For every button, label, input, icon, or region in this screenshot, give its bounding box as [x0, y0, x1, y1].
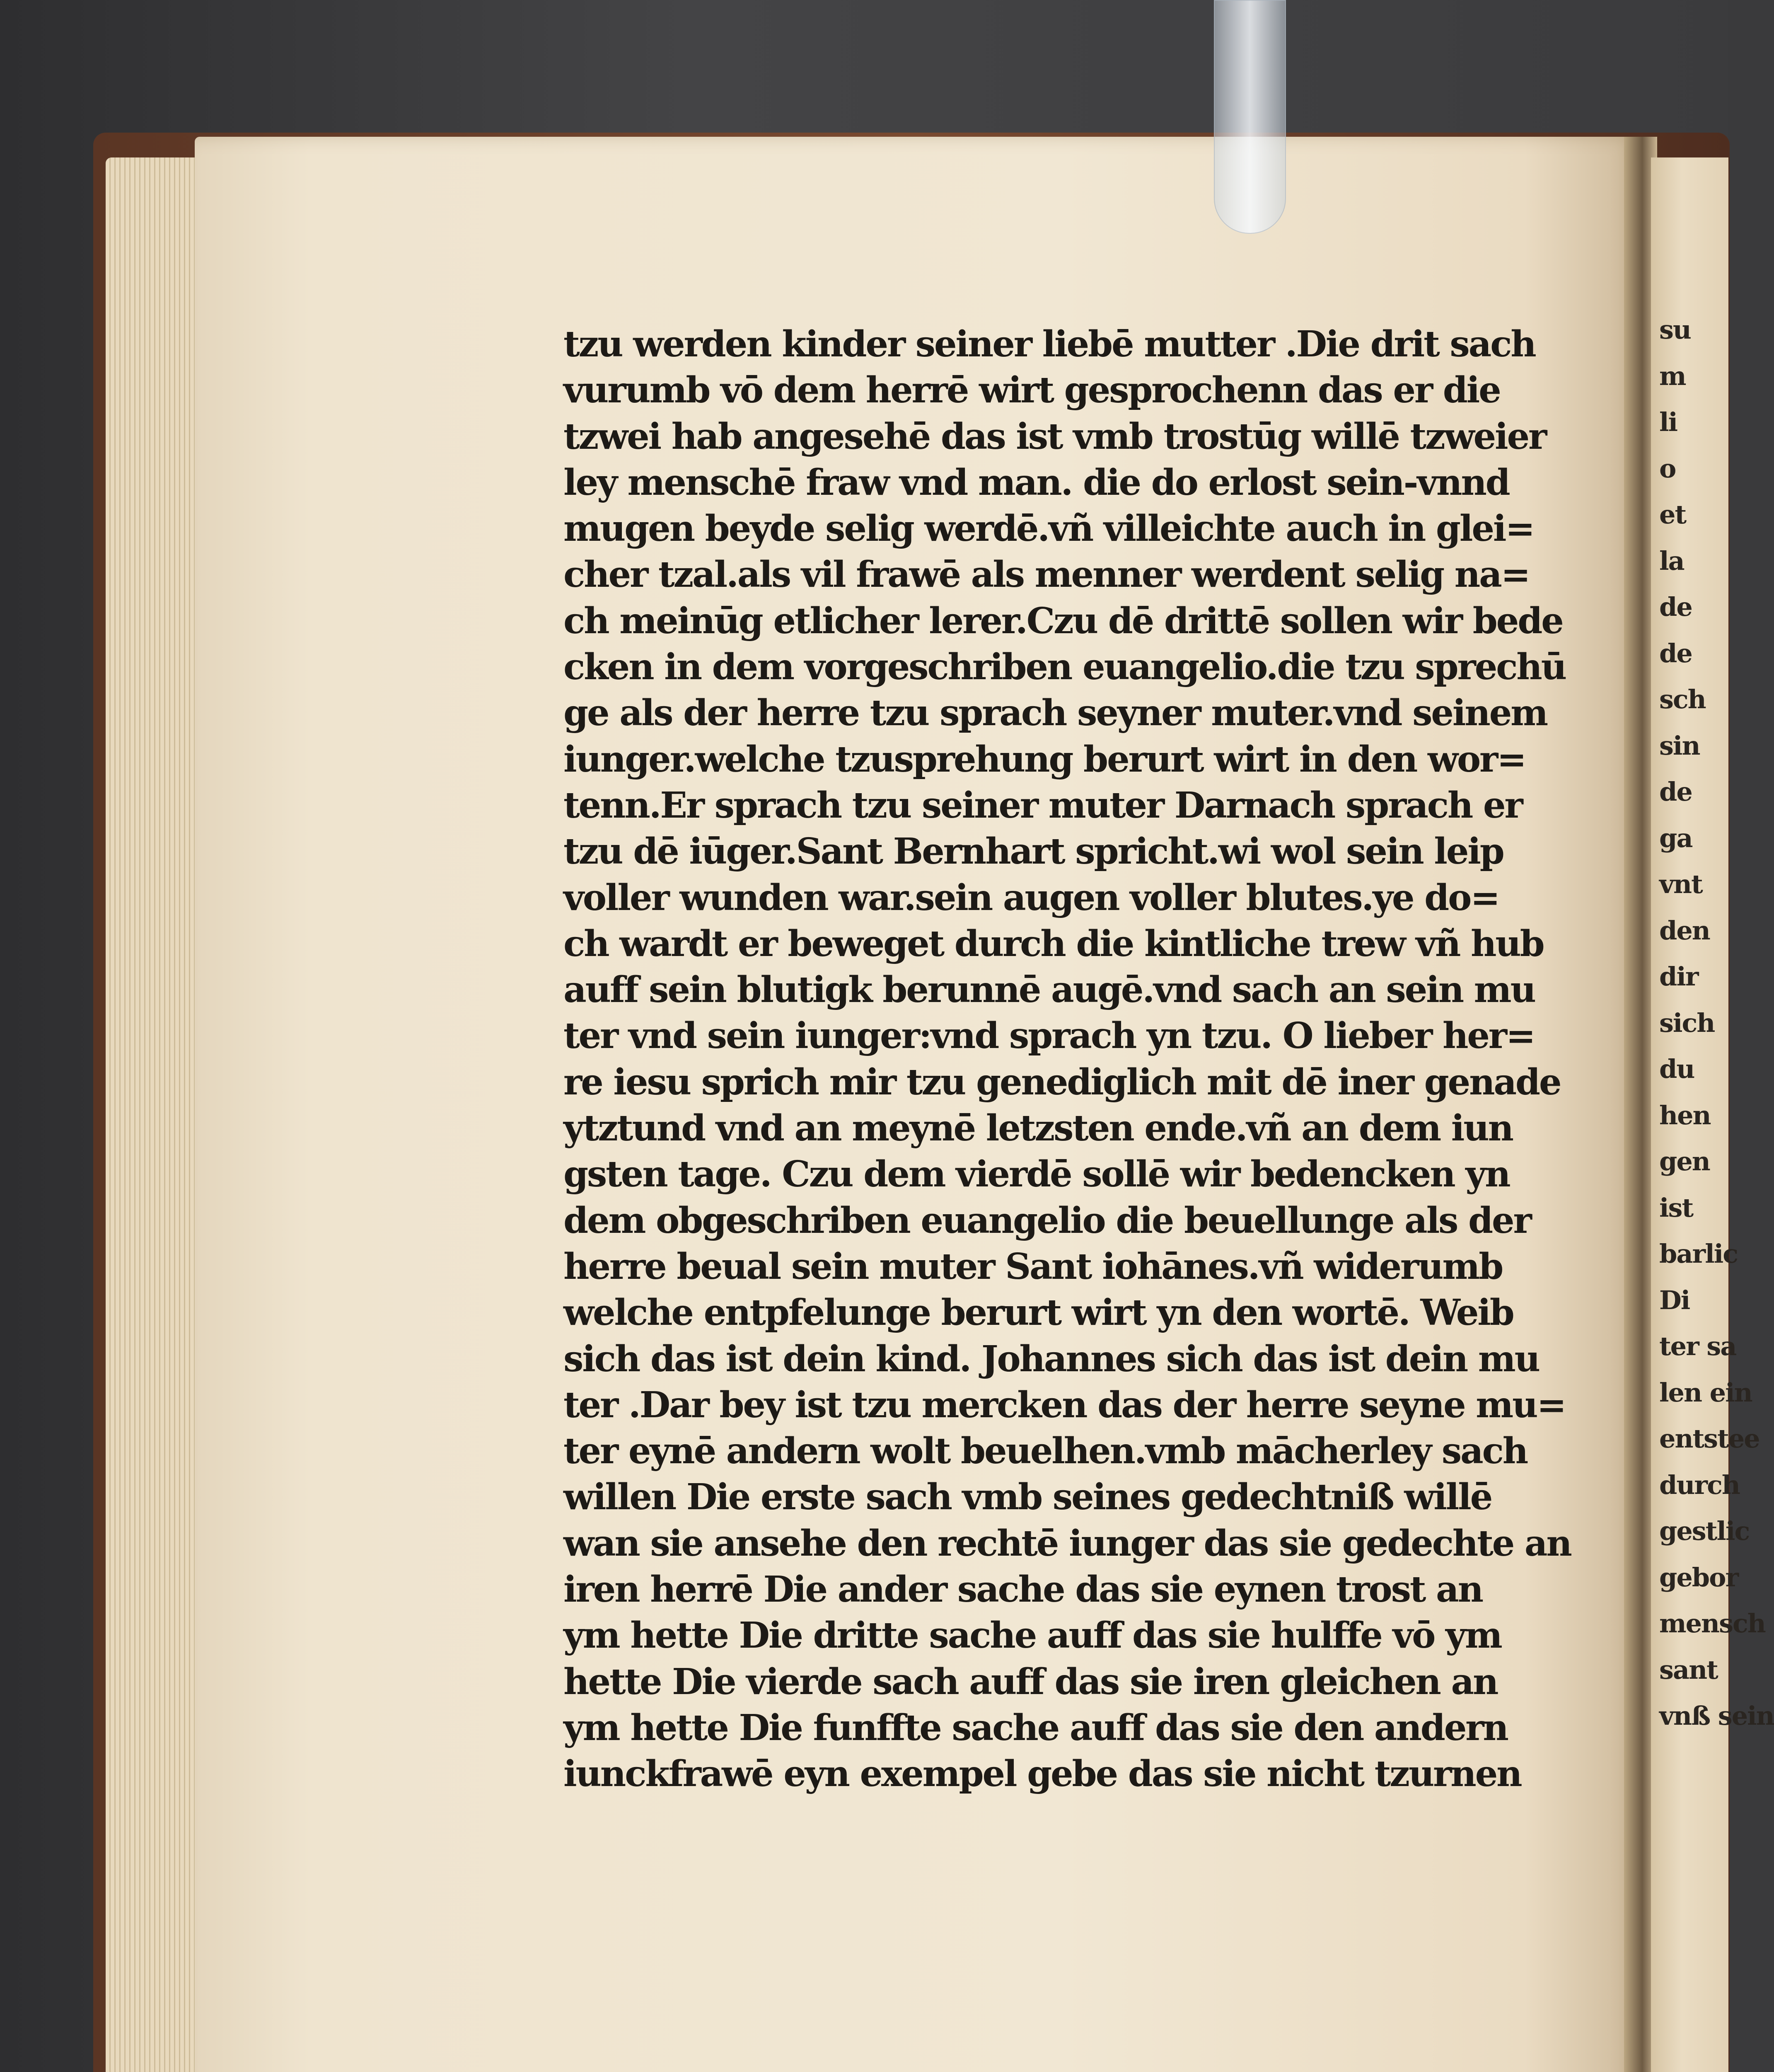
text-line: auff sein blutigk berunnē augē.vnd sach an sein mu: [563, 969, 1535, 1011]
facing-text-line: de: [1659, 592, 1692, 622]
text-line: ch wardt er beweget durch die kintliche trew vñ hub: [563, 922, 1544, 965]
facing-text-line: dir: [1659, 961, 1698, 992]
facing-text-line: den: [1659, 915, 1710, 946]
text-line: willen Die erste sach vmb seines gedechtniß willē: [563, 1476, 1492, 1518]
text-line: dem obgeschriben euangelio die beuellunge als der: [563, 1199, 1531, 1242]
text-line: hette Die vierde sach auff das sie iren gleichen an: [563, 1661, 1498, 1703]
facing-text-line: ga: [1659, 823, 1692, 853]
facing-text-line: li: [1659, 407, 1677, 437]
main-text-block: [563, 321, 1571, 1796]
text-line: iunger.welche tzusprehung berurt wirt in den wor=: [563, 738, 1525, 780]
facing-text-line: gebor: [1659, 1562, 1738, 1593]
facing-text-line: gestlic: [1659, 1516, 1750, 1546]
text-line: ter eynē andern wolt beuelhen.vmb mācherley sach: [563, 1430, 1527, 1472]
text-line: ch meinūg etlicher lerer.Czu dē drittē sollen wir bede: [563, 600, 1563, 642]
facing-text-line: vnt: [1659, 869, 1702, 899]
facing-page-text: [1659, 307, 1774, 1739]
facing-text-line: Di: [1659, 1285, 1690, 1315]
facing-text-line: sin: [1659, 730, 1700, 761]
facing-text-line: du: [1659, 1054, 1694, 1084]
text-line: cher tzal.als vil frawē als menner werdent selig na=: [563, 554, 1530, 596]
text-line: ym hette Die funffte sache auff das sie den andern: [563, 1706, 1508, 1749]
facing-text-line: de: [1659, 638, 1692, 668]
text-line: tzwei hab angesehē das ist vmb trostūg willē tzweier: [563, 415, 1546, 457]
text-line: tenn.Er sprach tzu seiner muter Darnach sprach er: [563, 784, 1522, 826]
facing-text-line: hen: [1659, 1100, 1711, 1130]
facing-text-line: sch: [1659, 684, 1706, 714]
facing-text-line: durch: [1659, 1469, 1740, 1500]
facing-text-line: entstee: [1659, 1423, 1759, 1454]
facing-text-line: sant: [1659, 1654, 1718, 1685]
facing-text-line: sich: [1659, 1007, 1715, 1038]
facing-text-line: de: [1659, 777, 1692, 807]
text-line: herre beual sein muter Sant iohānes.vñ widerumb: [563, 1245, 1503, 1288]
text-line: tzu werden kinder seiner liebē mutter .Die drit sach: [563, 323, 1535, 365]
facing-text-line: su: [1659, 315, 1691, 345]
text-line: vurumb vō dem herrē wirt gesprochenn das er die: [563, 369, 1500, 411]
text-line: tzu dē iūger.Sant Bernhart spricht.wi wol sein leip: [563, 830, 1503, 873]
facing-text-line: ter sa: [1659, 1331, 1736, 1361]
facing-text-line: o: [1659, 453, 1676, 484]
facing-text-line: vnß sein: [1659, 1701, 1774, 1731]
text-line: ley menschē fraw vnd man. die do erlost sein-vnnd: [563, 461, 1509, 503]
text-line: ter .Dar bey ist tzu mercken das der herre seyne mu=: [563, 1384, 1566, 1426]
facing-text-line: la: [1659, 545, 1684, 576]
facing-text-line: ist: [1659, 1192, 1693, 1223]
text-line: gsten tage. Czu dem vierdē sollē wir bedencken yn: [563, 1153, 1510, 1196]
facing-text-line: m: [1659, 361, 1686, 391]
text-line: ge als der herre tzu sprach seyner muter.vnd seinem: [563, 692, 1547, 734]
text-line: iunckfrawē eyn exempel gebe das sie nicht tzurnen: [563, 1753, 1521, 1795]
text-line: ter vnd sein iunger:vnd sprach yn tzu. O lieber her=: [563, 1015, 1535, 1057]
text-line: ytztund vnd an meynē letzsten ende.vñ an dem iun: [563, 1107, 1513, 1150]
text-line: wan sie ansehe den rechtē iunger das sie gedechte an: [563, 1522, 1571, 1564]
facing-text-line: len ein: [1659, 1377, 1752, 1408]
text-line: ym hette Die dritte sache auff das sie hulffe vō ym: [563, 1615, 1501, 1657]
facing-text-line: barlic: [1659, 1239, 1738, 1269]
text-line: welche entpfelunge berurt wirt yn den wortē. Weib: [563, 1292, 1513, 1334]
page-clip-top: [1214, 0, 1286, 234]
text-line: sich das ist dein kind. Johannes sich das ist dein mu: [563, 1338, 1539, 1380]
text-line: re iesu sprich mir tzu genediglich mit dē iner genade: [563, 1061, 1561, 1103]
text-line: iren herrē Die ander sache das sie eynen trost an: [563, 1569, 1482, 1611]
facing-text-line: mensch: [1659, 1608, 1765, 1639]
facing-text-line: et: [1659, 499, 1686, 530]
page-edges: [106, 157, 209, 2072]
facing-text-line: gen: [1659, 1146, 1710, 1176]
text-line: cken in dem vorgeschriben euangelio.die tzu sprechū: [563, 646, 1566, 688]
text-line: mugen beyde selig werdē.vñ villeichte auch in glei=: [563, 508, 1534, 550]
text-line: voller wunden war.sein augen voller blutes.ye do=: [563, 876, 1499, 919]
